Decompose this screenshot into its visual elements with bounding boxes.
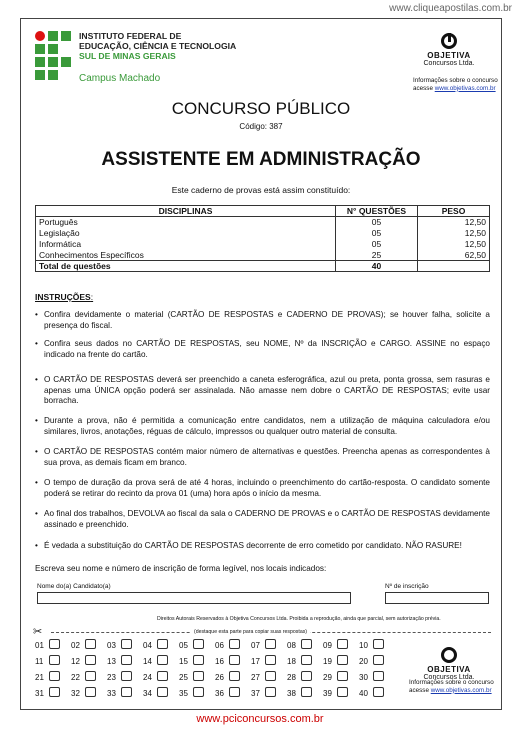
answer-box[interactable] <box>265 687 276 697</box>
answer-cell <box>71 687 105 699</box>
answer-number: 10 <box>359 641 368 650</box>
answer-number: 28 <box>287 673 296 682</box>
answer-grid <box>35 639 395 703</box>
site-watermark-top: www.cliqueapostilas.com.br <box>389 3 512 14</box>
answer-cell <box>287 671 321 683</box>
header-disciplinas: DISCIPLINAS <box>36 206 336 217</box>
answer-cell <box>35 655 69 667</box>
candidate-name-field[interactable] <box>37 592 351 604</box>
answer-cell <box>215 687 249 699</box>
header-questoes: N° QUESTÕES <box>336 206 418 217</box>
answer-number: 32 <box>71 689 80 698</box>
instruction-item: • Ao final dos trabalhos, DEVOLVA ao fiscal da sala o CADERNO DE PROVAS e o CARTÃO DE RESPOSTAS devidamente assinado e preenchido. <box>35 509 490 529</box>
answer-number: 11 <box>35 657 44 666</box>
table-total-row: Total de questões 40 <box>36 261 490 272</box>
answer-number: 02 <box>71 641 80 650</box>
answer-cell <box>35 639 69 651</box>
answer-cell <box>323 687 357 699</box>
answer-box[interactable] <box>229 655 240 665</box>
answer-number: 15 <box>179 657 188 666</box>
answer-box[interactable] <box>157 671 168 681</box>
institute-logo-icon <box>35 31 73 81</box>
job-title: ASSISTENTE EM ADMINISTRAÇÃO <box>101 149 421 170</box>
answer-cell <box>35 687 69 699</box>
answer-number: 12 <box>71 657 80 666</box>
answer-cell <box>179 687 213 699</box>
answer-box[interactable] <box>85 639 96 649</box>
answer-box[interactable] <box>301 655 312 665</box>
answer-number: 25 <box>179 673 188 682</box>
answer-cell <box>71 639 105 651</box>
answer-number: 03 <box>107 641 116 650</box>
header-peso: PESO <box>418 206 490 217</box>
answer-number: 22 <box>71 673 80 682</box>
instruction-item: • Durante a prova, não é permitida a comunicação entre candidatos, nem a utilização de máquina calculadora e/ou similares, livros, anotações, réguas de cálculo, impressos ou qualquer outro material de consulta. <box>35 416 490 436</box>
organizer-info-bottom: Informações sobre o concurso acesse www.objetivas.com.br <box>409 679 494 694</box>
answer-box[interactable] <box>337 655 348 665</box>
instruction-item: • O tempo de duração da prova será de até 4 horas, incluindo o preenchimento do cartão-resposta. O candidato somente poderá se retirar do recinto da prova 01 (uma) hora após o início da mesma. <box>35 478 490 498</box>
exam-cover-page <box>20 18 502 710</box>
answer-number: 34 <box>143 689 152 698</box>
answer-box[interactable] <box>301 687 312 697</box>
answer-box[interactable] <box>85 687 96 697</box>
answer-box[interactable] <box>121 671 132 681</box>
answer-number: 13 <box>107 657 116 666</box>
answer-cell <box>107 687 141 699</box>
answer-box[interactable] <box>121 655 132 665</box>
answer-box[interactable] <box>193 687 204 697</box>
answer-number: 05 <box>179 641 188 650</box>
answer-number: 35 <box>179 689 188 698</box>
answer-number: 37 <box>251 689 260 698</box>
booklet-intro: Este caderno de provas está assim constituído: <box>171 185 351 195</box>
answer-cell <box>179 671 213 683</box>
answer-cell <box>251 639 285 651</box>
answer-box[interactable] <box>373 671 384 681</box>
answer-number: 09 <box>323 641 332 650</box>
answer-cell <box>359 671 393 683</box>
answer-cell <box>35 671 69 683</box>
campus-name: Campus Machado <box>79 73 161 84</box>
site-watermark-bottom: www.pciconcursos.com.br <box>196 713 324 725</box>
answer-cell <box>143 687 177 699</box>
answer-box[interactable] <box>373 687 384 697</box>
answer-box[interactable] <box>229 671 240 681</box>
answer-box[interactable] <box>265 639 276 649</box>
answer-number: 20 <box>359 657 368 666</box>
answer-cell <box>107 655 141 667</box>
answer-number: 38 <box>287 689 296 698</box>
table-row: Português 05 12,50 <box>36 217 490 228</box>
answer-box[interactable] <box>85 655 96 665</box>
answer-cell <box>323 671 357 683</box>
answer-box[interactable] <box>49 687 60 697</box>
answer-box[interactable] <box>193 671 204 681</box>
answer-box[interactable] <box>85 671 96 681</box>
answer-cell <box>251 655 285 667</box>
answer-cell <box>251 671 285 683</box>
instruction-item: • O CARTÃO DE RESPOSTAS deverá ser preenchido a caneta esferográfica, azul ou preta, ponta grossa, sem rasuras e apenas uma ÚNICA opção poderá ser assinalada. Não amasse nem dobre o CARTÃO DE RESPOSTAS; evite usar borracha. <box>35 375 490 405</box>
answer-box[interactable] <box>337 671 348 681</box>
answer-cell <box>71 671 105 683</box>
objetiva-logo-icon <box>441 33 457 49</box>
answer-number: 31 <box>35 689 44 698</box>
answer-cell <box>287 687 321 699</box>
instruction-item: • O CARTÃO DE RESPOSTAS contém maior número de alternativas e questões. Preencha apenas as correspondentes à sua prova, as demais ficam em branco. <box>35 447 490 467</box>
organizer-link[interactable]: www.objetivas.com.br <box>434 84 496 92</box>
table-row: Legislação 05 12,50 <box>36 228 490 239</box>
inscricao-label: Nº de inscrição <box>385 583 429 590</box>
answer-number: 30 <box>359 673 368 682</box>
answer-box[interactable] <box>229 687 240 697</box>
answer-cell <box>323 655 357 667</box>
answer-box[interactable] <box>157 655 168 665</box>
answer-cell <box>179 639 213 651</box>
instruction-item: • Confira devidamente o material (CARTÃO DE RESPOSTAS e CADERNO DE PROVAS); se houver falha, solicite a presença do fiscal. <box>35 310 490 330</box>
write-instructions: Escreva seu nome e número de inscrição de forma legível, nos locais indicados: <box>35 564 327 573</box>
answer-number: 27 <box>251 673 260 682</box>
answer-number: 18 <box>287 657 296 666</box>
instructions-title: INSTRUÇÕES: <box>35 292 94 302</box>
answer-box[interactable] <box>157 687 168 697</box>
exam-title: CONCURSO PÚBLICO <box>171 99 351 118</box>
answer-box[interactable] <box>265 655 276 665</box>
answer-number: 14 <box>143 657 152 666</box>
answer-box[interactable] <box>157 639 168 649</box>
answer-number: 21 <box>35 673 44 682</box>
institute-name: INSTITUTO FEDERAL DE EDUCAÇÃO, CIÊNCIA E TECNOLOGIA SUL DE MINAS GERAIS <box>79 31 237 61</box>
answer-cell <box>143 639 177 651</box>
answer-number: 39 <box>323 689 332 698</box>
scissors-icon: ✂ <box>33 626 43 638</box>
answer-cell <box>251 687 285 699</box>
answer-number: 01 <box>35 641 44 650</box>
answer-number: 08 <box>287 641 296 650</box>
disciplines-table <box>35 205 490 272</box>
answer-cell <box>107 639 141 651</box>
answer-box[interactable] <box>265 671 276 681</box>
answer-box[interactable] <box>193 639 204 649</box>
answer-cell <box>359 655 393 667</box>
inscricao-field[interactable] <box>385 592 489 604</box>
answer-box[interactable] <box>373 639 384 649</box>
organizer-link[interactable]: www.objetivas.com.br <box>430 686 492 694</box>
detach-note: (destaque esta parte para copiar suas respostas) <box>191 629 310 635</box>
name-label: Nome do(a) Candidato(a) <box>37 583 111 590</box>
answer-cell <box>323 639 357 651</box>
answer-number: 16 <box>215 657 224 666</box>
answer-cell <box>359 639 393 651</box>
organizer-logo: OBJETIVA Concursos Ltda. <box>401 33 497 67</box>
answer-box[interactable] <box>337 639 348 649</box>
table-row: Informática 05 12,50 <box>36 239 490 250</box>
answer-number: 23 <box>107 673 116 682</box>
answer-box[interactable] <box>121 687 132 697</box>
answer-box[interactable] <box>373 655 384 665</box>
instruction-item: • Confira seus dados no CARTÃO DE RESPOSTAS, seu NOME, Nº da INSCRIÇÃO e CARGO. ASSINE no espaço indicado na frente do cartão. <box>35 339 490 359</box>
answer-cell <box>143 671 177 683</box>
exam-code: Código: 387 <box>239 122 283 131</box>
answer-cell <box>215 655 249 667</box>
answer-cell <box>359 687 393 699</box>
answer-number: 33 <box>107 689 116 698</box>
answer-number: 17 <box>251 657 260 666</box>
table-row: Conhecimentos Específicos 25 62,50 <box>36 250 490 261</box>
answer-box[interactable] <box>49 639 60 649</box>
answer-cell <box>107 671 141 683</box>
answer-number: 06 <box>215 641 224 650</box>
answer-cell <box>71 655 105 667</box>
answer-box[interactable] <box>49 671 60 681</box>
answer-box[interactable] <box>229 639 240 649</box>
copyright-notice: Direitos Autorais Reservados à Objetiva Concursos Ltda. Proibida a reprodução, ainda que parcial, sem autorização prévia. <box>157 616 441 622</box>
answer-box[interactable] <box>301 671 312 681</box>
answer-box[interactable] <box>337 687 348 697</box>
organizer-logo-bottom: OBJETIVA Concursos Ltda. <box>401 647 497 681</box>
answer-cell <box>143 655 177 667</box>
answer-box[interactable] <box>301 639 312 649</box>
objetiva-logo-icon <box>441 647 457 663</box>
answer-number: 40 <box>359 689 368 698</box>
answer-cell <box>287 655 321 667</box>
answer-cell <box>215 639 249 651</box>
answer-cell <box>179 655 213 667</box>
answer-number: 24 <box>143 673 152 682</box>
answer-number: 29 <box>323 673 332 682</box>
answer-number: 26 <box>215 673 224 682</box>
organizer-info: Informações sobre o concurso acesse www.objetivas.com.br <box>413 77 498 92</box>
answer-number: 36 <box>215 689 224 698</box>
instruction-item: • É vedada a substituição do CARTÃO DE RESPOSTAS decorrente de erro cometido por candidato. NÃO RASURE! <box>35 541 462 550</box>
answer-cell <box>287 639 321 651</box>
answer-box[interactable] <box>193 655 204 665</box>
answer-number: 04 <box>143 641 152 650</box>
answer-box[interactable] <box>49 655 60 665</box>
answer-number: 19 <box>323 657 332 666</box>
answer-cell <box>215 671 249 683</box>
answer-box[interactable] <box>121 639 132 649</box>
answer-number: 07 <box>251 641 260 650</box>
